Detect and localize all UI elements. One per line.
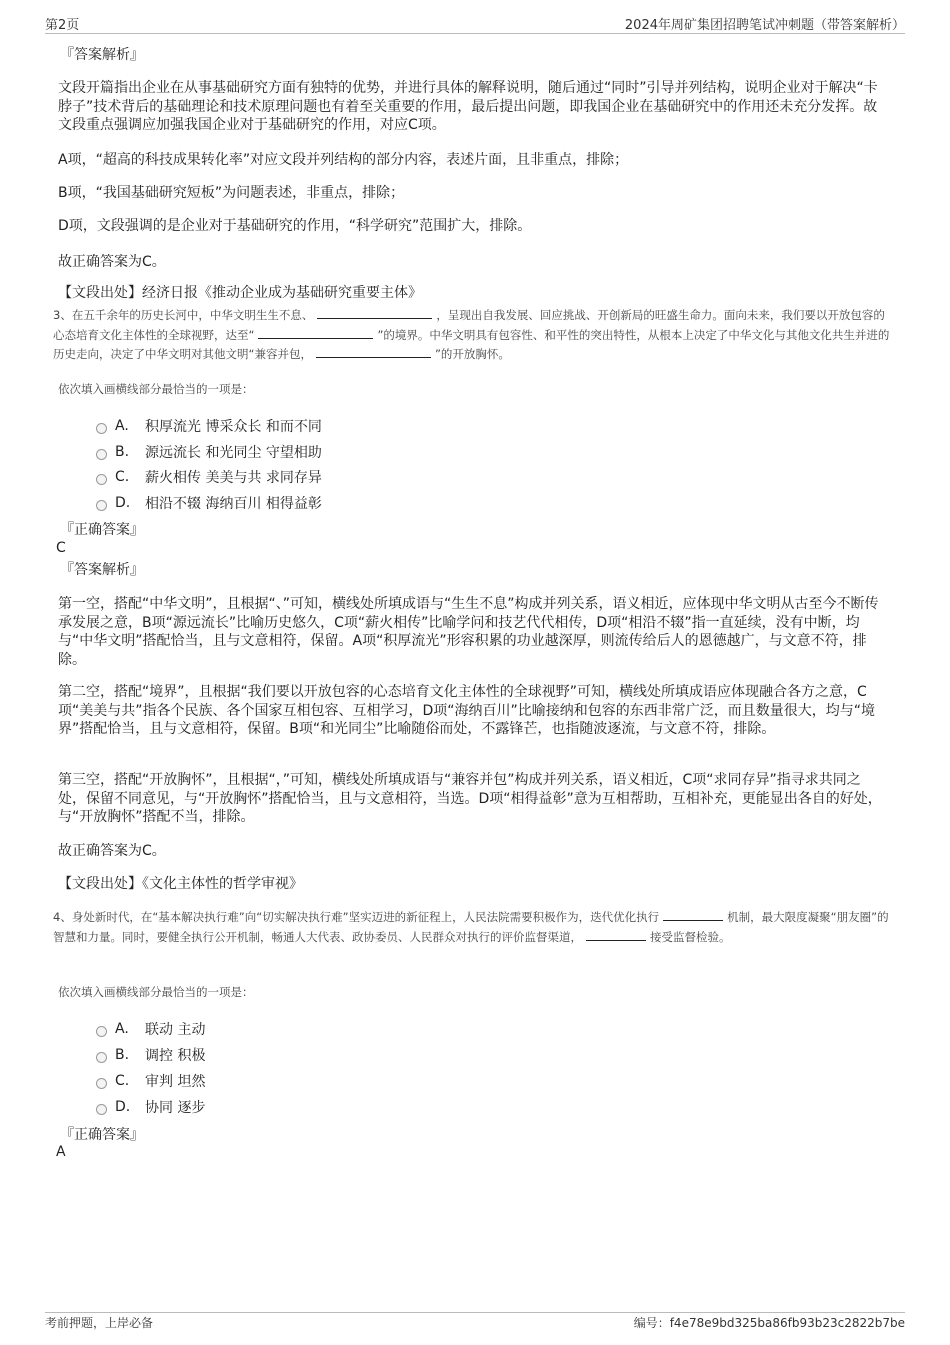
option-b-analysis: B项，“我国基础研究短板”为问题表述，非重点，排除； bbox=[58, 185, 405, 201]
option-text: 薪火相传 美美与共 求同存异 bbox=[145, 470, 322, 486]
footer-slogan: 考前押题，上岸必备 bbox=[45, 1316, 154, 1330]
option-text: 相沿不辍 海纳百川 相得益彰 bbox=[145, 496, 322, 512]
option-text: 联动 主动 bbox=[145, 1022, 206, 1038]
option-text: 源远流长 和光同尘 守望相助 bbox=[145, 445, 322, 461]
analysis-blank-3: 第三空，搭配“开放胸怀”，且根据“，”可知，横线处所填成语与“兼容并包”构成并列关系，语义相近，C项“求同存异”指寻求共同之处，保留不同意见，与“开放胸怀”搭配恰当，且与文意相符，当选。D项“相得益彰”意为互相帮助，互相补充，更能显出各自的好处，与“开放胸怀”搭配不当，排除。 bbox=[58, 772, 882, 825]
analysis-text: 文段开篇指出企业在从事基础研究方面有独特的优势，并进行具体的解释说明，随后通过“同时”引导并列结构，说明企业对于解决“卡脖子”技术背后的基础理论和技术原理问题也有着至关重要的作用，最后提出问题，即我国企业在基础研究中的作用还未充分发挥。故文段重点强调应加强我国企业对于基础研究的作用，对应C项。 bbox=[58, 80, 878, 133]
q4-option-a[interactable] bbox=[96, 1019, 205, 1039]
conclusion: 故正确答案为C。 bbox=[58, 254, 166, 270]
stem-text: 3、在五千余年的历史长河中，中华文明生生不息、 bbox=[53, 308, 314, 322]
q4-option-b[interactable] bbox=[96, 1045, 205, 1065]
correct-answer: C bbox=[56, 540, 66, 556]
stem-text: ，呈现出自我发展、回应挑战、开创新局的旺盛生命力。面向未来，我们要以开放包容的心态培育文化主体性的全球视野，达至“ bbox=[53, 308, 885, 342]
radio-button[interactable] bbox=[96, 1052, 107, 1063]
blank-2 bbox=[586, 928, 646, 941]
analysis-label: 『答案解析』 bbox=[60, 47, 144, 63]
blank-2 bbox=[258, 326, 373, 339]
analysis-label: 『答案解析』 bbox=[60, 562, 144, 578]
option-letter: B. bbox=[115, 1047, 130, 1063]
option-a-analysis: A项，“超高的科技成果转化率”对应文段并列结构的部分内容，表述片面，且非重点，排除； bbox=[58, 152, 629, 168]
q3-option-b[interactable] bbox=[96, 442, 322, 462]
analysis-blank-2: 第二空，搭配“境界”，且根据“我们要以开放包容的心态培育文化主体性的全球视野”可知，横线处所填成语应体现融合各方之意，C项“美美与共”指各个民族、各个国家互相包容、互相学习，D项“海纳百川”比喻接纳和包容的东西非常广泛，而且数量很大，均与“境界”搭配恰当，且与文意相符，保留。B项“和光同尘”比喻随俗而处，不露锋芒，也指随波逐流，与文意不符，排除。 bbox=[58, 684, 876, 737]
blank-3 bbox=[316, 345, 431, 358]
option-letter: D. bbox=[115, 495, 131, 511]
code-value: f4e78e9bd325ba86fb93b23c2822b7be bbox=[669, 1316, 905, 1330]
q3-option-a[interactable] bbox=[96, 416, 322, 436]
radio-button[interactable] bbox=[96, 474, 107, 485]
correct-answer-label: 『正确答案』 bbox=[60, 1127, 144, 1143]
option-letter: A. bbox=[115, 1021, 129, 1037]
q3-option-d[interactable] bbox=[96, 493, 322, 513]
conclusion: 故正确答案为C。 bbox=[58, 843, 166, 859]
radio-button[interactable] bbox=[96, 449, 107, 460]
header-divider bbox=[45, 33, 905, 34]
radio-button[interactable] bbox=[96, 1104, 107, 1115]
code-label: 编号： bbox=[633, 1316, 670, 1330]
stem-text: 4、身处新时代，在“基本解决执行难”向“切实解决执行难”坚实迈进的新征程上，人民法院需要积极作为，迭代优化执行 bbox=[53, 910, 660, 924]
question-3-stem bbox=[53, 306, 893, 365]
option-text: 调控 积极 bbox=[145, 1048, 206, 1064]
stem-text: ”的开放胸怀。 bbox=[434, 347, 510, 361]
blank-1 bbox=[663, 908, 723, 921]
footer-divider bbox=[45, 1312, 905, 1313]
question-4-stem bbox=[53, 908, 893, 947]
correct-answer: A bbox=[56, 1144, 66, 1160]
option-letter: A. bbox=[115, 418, 129, 434]
source: 【文段出处】经济日报《推动企业成为基础研究重要主体》 bbox=[58, 285, 422, 301]
question-prompt: 依次填入画横线部分最恰当的一项是： bbox=[58, 985, 254, 999]
radio-button[interactable] bbox=[96, 500, 107, 511]
correct-answer-label: 『正确答案』 bbox=[60, 522, 144, 538]
stem-text: ”的境界。中华文明具有包容性、和平性的突出特性，从根本上决定了中华文化与其他文化共生并进的历史走向，决定了中华文明对其他文明“兼容并包， bbox=[53, 327, 890, 361]
option-text: 积厚流光 博采众长 和而不同 bbox=[145, 419, 322, 435]
question-prompt: 依次填入画横线部分最恰当的一项是： bbox=[58, 382, 254, 396]
radio-button[interactable] bbox=[96, 1078, 107, 1089]
option-letter: C. bbox=[115, 469, 130, 485]
document-title: 2024年周矿集团招聘笔试冲刺题（带答案解析） bbox=[624, 18, 905, 33]
q4-option-c[interactable] bbox=[96, 1071, 205, 1091]
option-text: 审判 坦然 bbox=[145, 1074, 206, 1090]
option-letter: D. bbox=[115, 1099, 131, 1115]
option-text: 协同 逐步 bbox=[145, 1100, 206, 1116]
radio-button[interactable] bbox=[96, 1026, 107, 1037]
radio-button[interactable] bbox=[96, 423, 107, 434]
q3-option-c[interactable] bbox=[96, 467, 322, 487]
page-number: 第2页 bbox=[45, 18, 80, 33]
option-letter: B. bbox=[115, 444, 130, 460]
analysis-blank-1: 第一空，搭配“中华文明”，且根据“、”可知，横线处所填成语与“生生不息”构成并列关系，语义相近，应体现中华文明从古至今不断传承发展之意，B项“源远流长”比喻历史悠久，C项“薪火相传”比喻学问和技艺代代相传，D项“相沿不辍”指一直延续，没有中断，均与“中华文明”搭配恰当，且与文意相符，保留。A项“积厚流光”形容积累的功业越深厚，则流传给后人的恩德越广，与文意不符，排除。 bbox=[58, 596, 879, 668]
option-d-analysis: D项，文段强调的是企业对于基础研究的作用，“科学研究”范围扩大，排除。 bbox=[58, 218, 532, 234]
blank-1 bbox=[317, 306, 432, 319]
stem-text: 接受监督检验。 bbox=[650, 929, 731, 944]
option-letter: C. bbox=[115, 1073, 130, 1089]
q4-option-d[interactable] bbox=[96, 1097, 205, 1117]
stem-text: 机制，最大限度凝聚“朋友圈”的智慧和力量。同时，要健全执行公开机制，畅通人大代表、政协委员、人民群众对执行的评价监督渠道， bbox=[53, 910, 889, 944]
document-code bbox=[634, 1314, 905, 1331]
source: 【文段出处】《文化主体性的哲学审视》 bbox=[58, 876, 303, 892]
